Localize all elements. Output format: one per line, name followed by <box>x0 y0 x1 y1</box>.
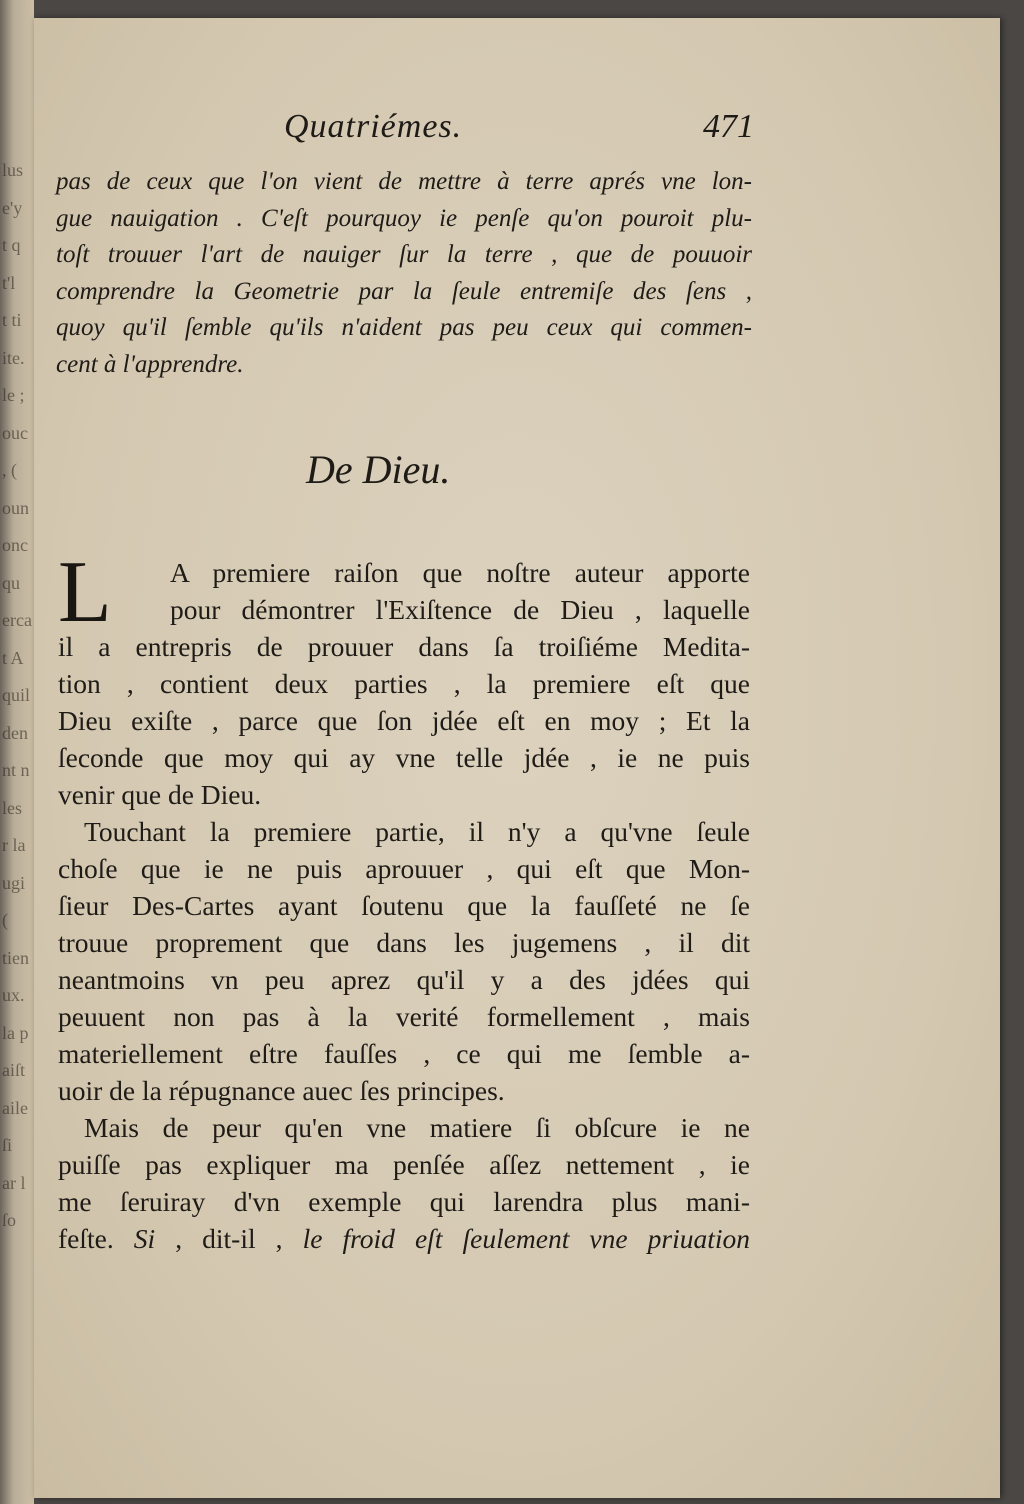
bleed-fragment: ugi <box>2 872 26 893</box>
text-line: me ſeruiray d'vn exemple qui larendra plus mani- <box>58 1186 750 1217</box>
bleed-fragment: den <box>2 722 28 743</box>
bleed-fragment: erca <box>2 610 32 630</box>
text-line: trouue proprement que dans les jugemens , il dit <box>58 927 750 958</box>
text-line: materiellement eſtre fauſſes , ce qui me ſemble a- <box>58 1038 750 1069</box>
text-line: quoy qu'il ſemble qu'ils n'aident pas peu ceux qui commen- <box>56 314 752 341</box>
running-head <box>284 108 754 158</box>
text-line: A premiere raiſon que noſtre auteur apporte <box>170 557 750 588</box>
bleed-fragment: ( <box>2 910 8 930</box>
text-line: gue nauigation . C'eſt pourquoy ie penſe qu'on pouroit plu- <box>56 204 752 232</box>
adjacent-page-edge <box>0 0 34 1504</box>
bleed-fragment: ar l <box>2 1172 26 1193</box>
text-line: uoir de la répugnance auec ſes principes. <box>58 1075 505 1106</box>
text-line: choſe que ie ne puis aprouuer , qui eſt que Mon- <box>58 853 750 884</box>
bleed-fragment: le ; <box>2 385 25 405</box>
italic-fragment: Si <box>133 1223 156 1254</box>
text-line: peuuent non pas à la verité formellement , mais <box>58 1001 750 1032</box>
bleed-fragment: ouc <box>2 422 28 443</box>
bleed-fragment: quil <box>2 685 31 705</box>
text-line: cent à l'apprendre. <box>56 350 244 378</box>
text-line: pour démontrer l'Exiſtence de Dieu , laquelle <box>170 594 750 625</box>
text-line: venir que de Dieu. <box>58 779 262 810</box>
bleed-fragment: ite. <box>2 347 25 368</box>
page-number: 471 <box>703 108 754 145</box>
bleed-fragment: oun <box>2 497 29 518</box>
text-line: il a entrepris de prouuer dans ſa troiſiéme Medita- <box>58 631 750 662</box>
text-line: puiſſe pas expliquer ma penſée aſſez nettement , ie <box>58 1149 750 1180</box>
running-head-title: Quatriémes. <box>284 108 463 145</box>
bleed-fragment: les <box>2 797 22 818</box>
bleed-fragment: nt n <box>2 760 30 780</box>
bleed-fragment: la p <box>2 1022 29 1043</box>
bleed-fragment: qu <box>2 572 20 593</box>
text-line: Dieu exiſte , parce que ſon jdée eſt en moy ; Et la <box>58 705 750 736</box>
bleed-fragment: t A <box>2 647 24 668</box>
bleed-fragment: aiſt <box>2 1060 25 1080</box>
text-line: comprendre la Geometrie par la ſeule entremiſe des ſens , <box>56 277 752 305</box>
text-fragment: , dit-il , <box>175 1223 283 1254</box>
bleed-fragment: t'l <box>2 272 16 293</box>
text-line: pas de ceux que l'on vient de mettre à terre aprés vne lon- <box>56 168 752 195</box>
text-line: ſeconde que moy qui ay vne telle jdée , ie ne puis <box>58 742 750 773</box>
text-line: tion , contient deux parties , la premiere eſt que <box>58 668 750 699</box>
bleed-fragment: ſi <box>2 1135 13 1155</box>
body-text <box>58 544 751 1257</box>
text-fragment: feſte. <box>58 1223 114 1254</box>
bleed-fragment: tien <box>2 947 29 968</box>
text-line: Touchant la premiere partie, il n'y a qu'vne ſeule <box>84 816 750 847</box>
drop-cap: L <box>58 544 112 641</box>
book-page <box>34 18 1000 1498</box>
bleed-fragment: e'y <box>2 197 23 218</box>
text-line: toſt trouuer l'art de nauiger ſur la terre , que de pouuoir <box>56 241 752 268</box>
bleed-fragment: r la <box>2 835 26 855</box>
previous-section-text <box>56 164 752 383</box>
bleed-fragment: , ( <box>2 460 17 480</box>
bleed-fragment: t q <box>2 235 21 255</box>
bleed-fragment: onc <box>2 535 28 555</box>
text-line: neantmoins vn peu aprez qu'il y a des jdées qui <box>58 964 750 995</box>
text-line: Mais de peur qu'en vne matiere ſi obſcure ie ne <box>84 1112 750 1143</box>
section-heading: De Dieu. <box>306 447 451 492</box>
bleed-fragment: ux. <box>2 985 25 1005</box>
italic-fragment: le froid eſt ſeulement vne priuation <box>302 1223 751 1254</box>
bleed-fragment: aile <box>2 1097 28 1118</box>
bleed-fragment: t ti <box>2 310 22 330</box>
text-line: ſieur Des-Cartes ayant ſoutenu que la fauſſeté ne ſe <box>58 890 750 921</box>
bleed-fragment: ſo <box>2 1210 17 1230</box>
bleed-fragment: lus <box>2 160 24 180</box>
text-line <box>58 1220 750 1257</box>
